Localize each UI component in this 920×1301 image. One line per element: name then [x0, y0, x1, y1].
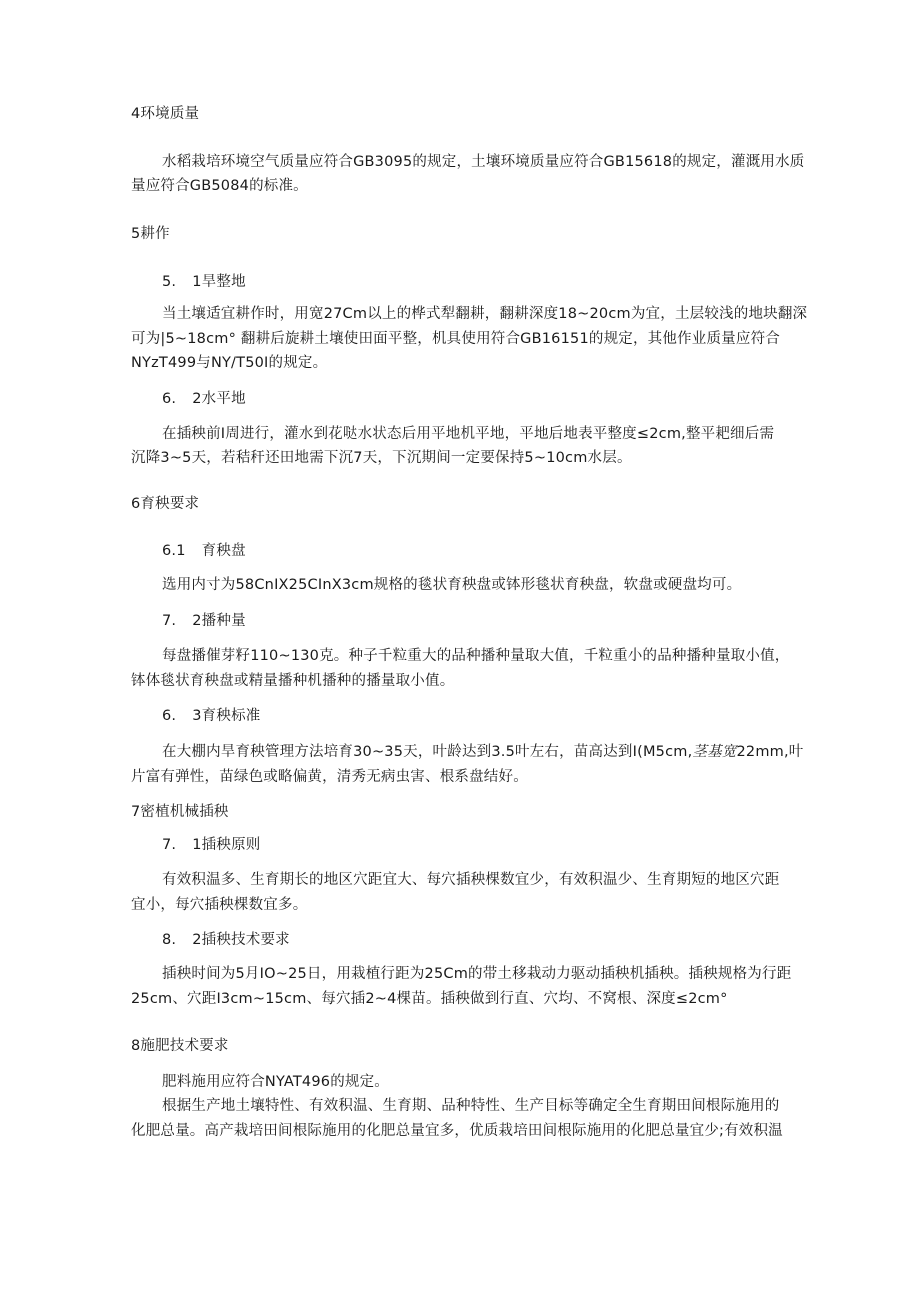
paragraph-line: 化肥总量。高产栽培田间根际施用的化肥总量宜多，优质栽培田间根际施用的化肥总量宜少;有效积温	[131, 1123, 783, 1139]
paragraph-line	[162, 742, 804, 762]
paragraph-line: 每盘播催芽籽110~130克。种子千粒重大的品种播种量取大值，千粒重小的品种播种量取小值，	[162, 648, 790, 664]
paragraph-line: 可为|5~18cm° 翻耕后旋耕土壤使田面平整，机具使用符合GB16151的规定，其他作业质量应符合	[131, 331, 780, 347]
subsection-title: 育秧盘	[201, 543, 246, 559]
subsection-heading	[162, 389, 246, 409]
subsection-title: 2插秧技术要求	[192, 932, 290, 948]
paragraph-line: 宜小，每穴插秧棵数宜多。	[131, 897, 308, 913]
subsection-heading	[162, 611, 246, 631]
section-heading: 6育秧要求	[131, 496, 200, 512]
paragraph-line: 水稻栽培环境空气质量应符合GB3095的规定，土壤环境质量应符合GB15618的规定，灌溉用水质	[162, 154, 805, 170]
paragraph-text-italic: 茎基宽	[692, 744, 737, 760]
paragraph-line: 片富有弹性，苗绿色或略偏黄，清秀无病虫害、根系盘结好。	[131, 769, 528, 785]
paragraph-line: 钵体毯状育秧盘或精量播种机播种的播量取小值。	[131, 673, 455, 689]
section-heading: 7密植机械插秧	[131, 804, 229, 820]
subsection-heading	[162, 835, 260, 855]
subsection-heading	[162, 272, 246, 292]
subsection-heading	[162, 930, 290, 950]
paragraph-line: NYzT499与NY/T50I的规定。	[131, 355, 328, 371]
section-heading: 4环境质量	[131, 106, 200, 122]
paragraph-line: 有效积温多、生育期长的地区穴距宜大、每穴插秧棵数宜少，有效积温少、生育期短的地区穴距	[162, 872, 780, 888]
subsection-title: 1旱整地	[192, 274, 246, 290]
subsection-number: 6.	[162, 708, 177, 724]
subsection-title: 2播种量	[192, 613, 246, 629]
subsection-title: 3育秧标准	[192, 708, 261, 724]
paragraph-line: 量应符合GB5084的标准。	[131, 178, 308, 194]
paragraph-line: 25cm、穴距I3cm~15cm、每穴插2~4棵苗。插秧做到行直、穴均、不窝根、深度≤2cm°	[131, 991, 728, 1007]
subsection-number: 8.	[162, 932, 177, 948]
subsection-heading	[162, 541, 246, 561]
subsection-heading	[162, 706, 260, 726]
subsection-title: 1插秧原则	[192, 837, 261, 853]
subsection-number: 5.	[162, 274, 177, 290]
paragraph-line: 在插秧前I周进行，灌水到花哒水状态后用平地机平地，平地后地表平整度≤2cm,整平耙细后需	[162, 426, 775, 442]
subsection-number: 6.1	[162, 543, 186, 559]
paragraph-line: 根据生产地土壤特性、有效积温、生育期、品种特性、生产目标等确定全生育期田间根际施用的	[162, 1098, 780, 1114]
subsection-number: 6.	[162, 391, 177, 407]
section-heading: 5耕作	[131, 226, 170, 242]
section-heading: 8施肥技术要求	[131, 1038, 229, 1054]
subsection-number: 7.	[162, 613, 177, 629]
subsection-number: 7.	[162, 837, 177, 853]
paragraph-line: 沉降3~5天，若秸秆还田地需下沉7天，下沉期间一定要保持5~10cm水层。	[131, 450, 632, 466]
paragraph-text: 22mm,叶	[736, 744, 804, 760]
paragraph-line: 插秧时间为5月IO~25日，用栽植行距为25Cm的带土移栽动力驱动插秧机插秧。插秧规格为行距	[162, 966, 792, 982]
paragraph-text: 在大棚内旱育秧管理方法培育30~35天，叶龄达到3.5叶左右，苗高达到I(M5cm,	[162, 744, 693, 760]
subsection-title: 2水平地	[192, 391, 246, 407]
paragraph-line: 选用内寸为58CnIX25CInX3cm规格的毯状育秧盘或钵形毯状育秧盘，软盘或硬盘均可。	[162, 577, 742, 593]
paragraph-line: 肥料施用应符合NYAT496的规定。	[162, 1074, 390, 1090]
paragraph-line: 当土壤适宜耕作时，用宽27Cm以上的桦式犁翻耕，翻耕深度18~20cm为宜，土层较浅的地块翻深	[162, 306, 808, 322]
